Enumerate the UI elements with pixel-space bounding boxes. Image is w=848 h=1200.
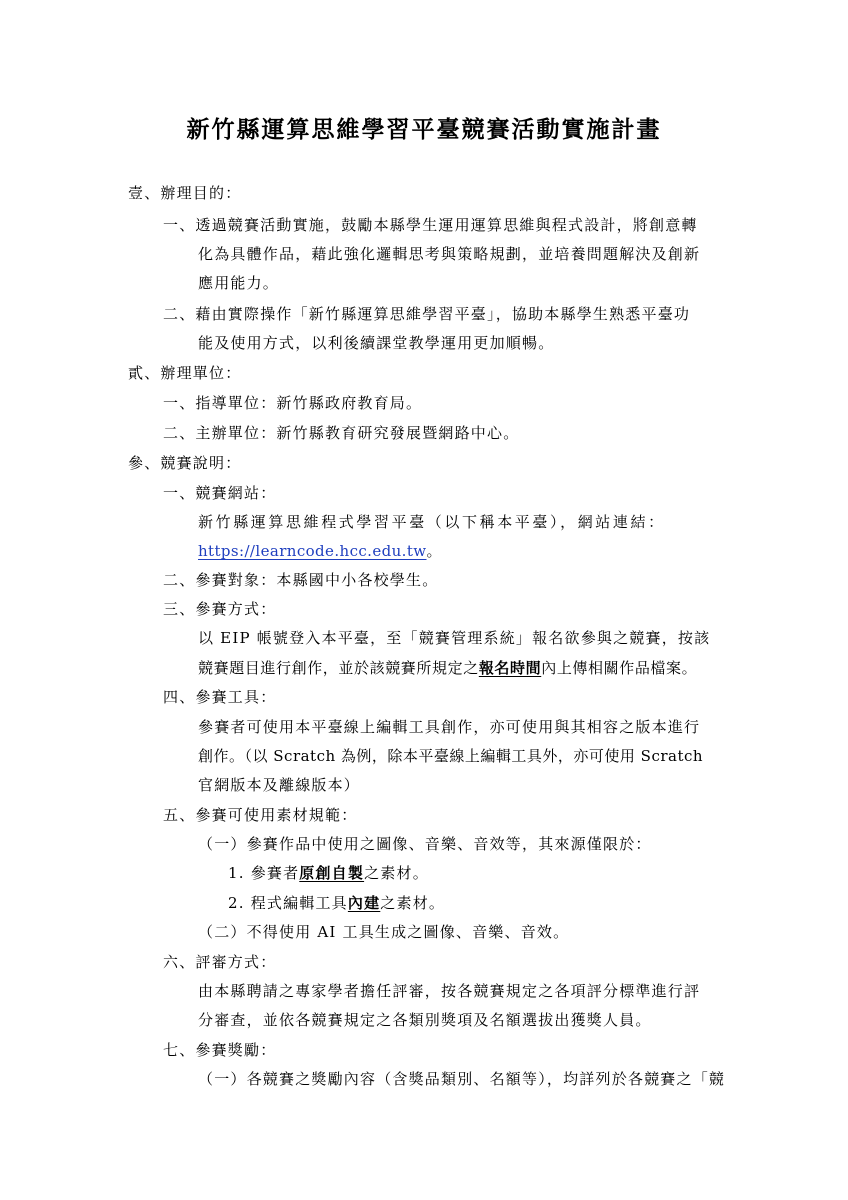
item-label: 六、評審方式： bbox=[163, 953, 277, 971]
item-label: 五、參賽可使用素材規範： bbox=[163, 806, 358, 824]
text-line: 參賽者可使用本平臺線上編輯工具創作，亦可使用與其相容之版本進行 bbox=[198, 718, 701, 736]
text-line: 化為具體作品，藉此強化邏輯思考與策略規劃，並培養問題解決及創新 bbox=[198, 245, 701, 263]
text-line: 以 EIP 帳號登入本平臺，至「競賽管理系統」報名欲參與之競賽，按該 bbox=[198, 629, 711, 647]
text-line: 能及使用方式，以利後續課堂教學運用更加順暢。 bbox=[198, 334, 555, 352]
item-label: 七、參賽獎勵： bbox=[163, 1041, 277, 1059]
item-label: 一、競賽網站： bbox=[163, 484, 277, 502]
text-line: 一、指導單位：新竹縣政府教育局。 bbox=[163, 394, 423, 412]
text-line: （一）各競賽之獎勵內容（含獎品類別、名額等），均詳列於各競賽之「競 bbox=[198, 1070, 726, 1088]
text-line: 官網版本及離線版本） bbox=[198, 776, 361, 794]
text-line: （二）不得使用 AI 工具生成之圖像、音樂、音效。 bbox=[198, 923, 570, 941]
text-line: 競賽題目進行創作，並於該競賽所規定之報名時間內上傳相關作品檔案。 bbox=[198, 659, 698, 677]
text-line: 1. 參賽者原創自製之素材。 bbox=[228, 864, 429, 882]
text-line: 新竹縣運算思維程式學習平臺（以下稱本平臺），網站連結： bbox=[198, 513, 666, 531]
text-line: 二、主辦單位：新竹縣教育研究發展暨網路中心。 bbox=[163, 424, 520, 442]
item-label: 三、參賽方式： bbox=[163, 600, 277, 618]
text-line: 2. 程式編輯工具內建之素材。 bbox=[228, 894, 446, 912]
text-line: 應用能力。 bbox=[198, 274, 280, 292]
text-line: 創作。（以 Scratch 為例，除本平臺線上編輯工具外，亦可使用 Scratch bbox=[198, 747, 704, 765]
emphasis: 報名時間 bbox=[478, 659, 542, 677]
url-line: https://learncode.hcc.edu.tw。 bbox=[198, 542, 443, 560]
section-heading: 壹、辦理目的： bbox=[128, 184, 242, 202]
text-line: 分審查，並依各競賽規定之各類別獎項及名額選拔出獲獎人員。 bbox=[198, 1011, 652, 1029]
text-line: 二、藉由實際操作「新竹縣運算思維學習平臺」，協助本縣學生熟悉平臺功 bbox=[163, 305, 691, 323]
page-title: 新竹縣運算思維學習平臺競賽活動實施計畫 bbox=[186, 116, 662, 143]
website-link[interactable]: https://learncode.hcc.edu.tw bbox=[198, 542, 427, 560]
text-line: （一）參賽作品中使用之圖像、音樂、音效等，其來源僅限於： bbox=[198, 835, 652, 853]
text-line: 二、參賽對象：本縣國中小各校學生。 bbox=[163, 571, 439, 589]
item-label: 四、參賽工具： bbox=[163, 688, 277, 706]
section-heading: 貳、辦理單位： bbox=[128, 364, 242, 382]
emphasis: 原創自製 bbox=[299, 864, 365, 882]
text-line: 一、透過競賽活動實施，鼓勵本縣學生運用運算思維與程式設計，將創意轉 bbox=[163, 216, 698, 234]
emphasis: 內建 bbox=[347, 894, 381, 912]
text-line: 由本縣聘請之專家學者擔任評審，按各競賽規定之各項評分標準進行評 bbox=[198, 982, 701, 1000]
section-heading: 參、競賽說明： bbox=[128, 454, 242, 472]
